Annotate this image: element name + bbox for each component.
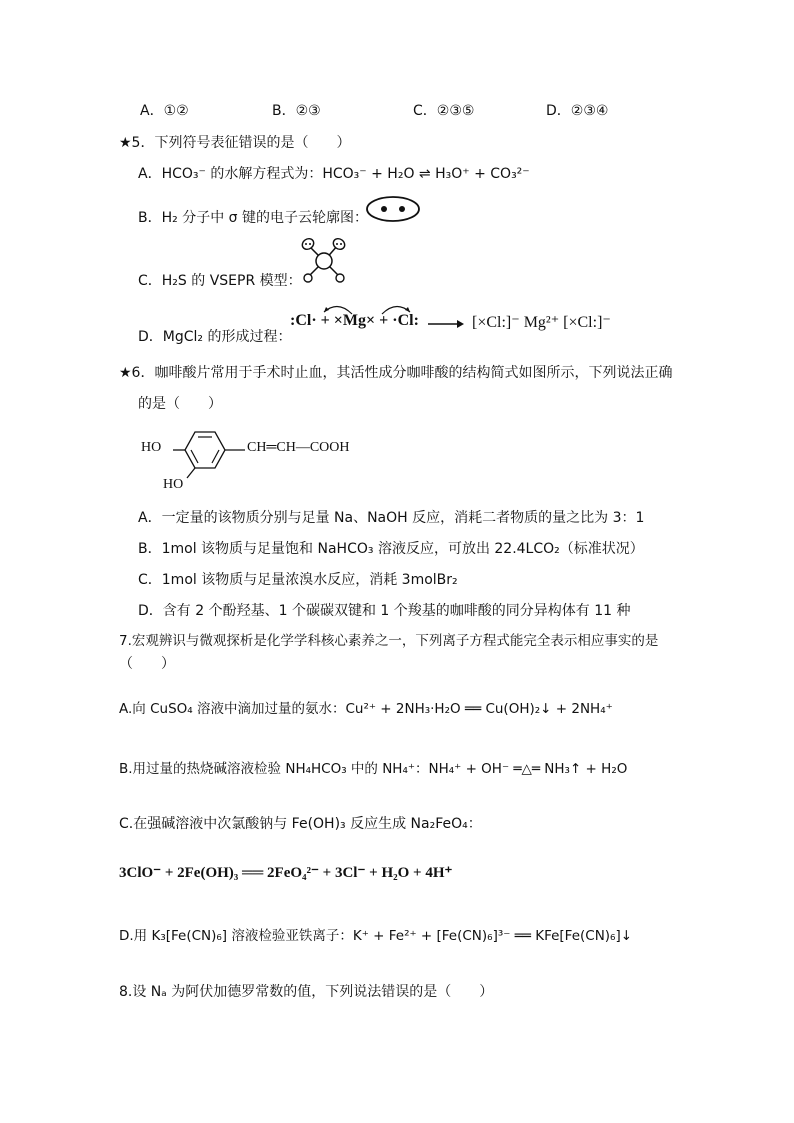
q5-option-b: B．H₂ 分子中 σ 键的电子云轮廓图：: [138, 210, 368, 226]
q5-stem: ★5．下列符号表征错误的是（ ）: [119, 135, 351, 151]
caffeic-acid-ho-1: HO: [141, 440, 162, 455]
q7-option-c: C.在强碱溶液中次氯酸钠与 Fe(OH)₃ 反应生成 Na₂FeO₄：: [119, 816, 482, 832]
q7-option-b: B.用过量的热烧碱溶液检验 NH₄HCO₃ 中的 NH₄⁺：NH₄⁺ + OH⁻ ═△═ NH₃↑ + H₂O: [119, 761, 628, 777]
q7-option-a: A.向 CuSO₄ 溶液中滴加过量的氨水：Cu²⁺ + 2NH₃·H₂O ══ Cu(OH)₂↓ + 2NH₄⁺: [119, 701, 613, 717]
electron-transfer-arrows: [312, 302, 424, 316]
q8-stem: 8.设 Nₐ 为阿伏加德罗常数的值，下列说法错误的是（ ）: [119, 984, 494, 1000]
q5-option-d: D．MgCl₂ 的形成过程：: [138, 329, 292, 345]
caffeic-acid-side-chain: CH═CH—COOH: [247, 440, 350, 455]
q7-option-d: D.用 K₃[Fe(CN)₆] 溶液检验亚铁离子：K⁺ + Fe²⁺ + [Fe(CN)₆]³⁻ ══ KFe[Fe(CN)₆]↓: [119, 928, 633, 944]
q7-stem-line1: 7.宏观辨识与微观探析是化学学科核心素养之一，下列离子方程式能完全表示相应事实的是: [119, 633, 659, 649]
reaction-arrow: [426, 318, 466, 330]
mgcl2-product: [×Cl:]⁻ Mg²⁺ [×Cl:]⁻: [472, 314, 611, 331]
q7-stem-line2: （ ）: [119, 656, 175, 672]
q4-option-d: D．②③④: [546, 103, 609, 119]
q6-option-c: C．1mol 该物质与足量浓溴水反应，消耗 3molBr₂: [138, 572, 458, 588]
q5-option-c: C．H₂S 的 VSEPR 模型：: [138, 273, 302, 289]
caffeic-acid-ho-2: HO: [163, 477, 184, 492]
q6-option-d: D．含有 2 个酚羟基、1 个碳碳双键和 1 个羧基的咖啡酸的同分异构体有 11 种: [138, 603, 631, 619]
q6-stem-line1: ★6．咖啡酸片常用于手术时止血，其活性成分咖啡酸的结构简式如图所示，下列说法正确: [119, 365, 673, 381]
vsepr-model-diagram: [296, 235, 356, 291]
q4-option-a: A．①②: [140, 103, 189, 119]
q6-stem-line2: 的是（ ）: [138, 396, 222, 412]
mgcl2-reactants: :Cl· + ×Mg× + ·Cl:: [290, 312, 419, 329]
q7-option-c-equation: 3ClO⁻ + 2Fe(OH)₃ ══ 2FeO₄²⁻ + 3Cl⁻ + H₂O + 4H⁺: [119, 865, 453, 881]
caffeic-acid-benzene-ring: [165, 428, 245, 482]
q4-option-b: B．②③: [272, 103, 321, 119]
q4-option-c: C．②③⑤: [413, 103, 475, 119]
q5-option-a: A．HCO₃⁻ 的水解方程式为：HCO₃⁻ + H₂O ⇌ H₃O⁺ + CO₃²⁻: [138, 166, 530, 182]
q6-option-b: B．1mol 该物质与足量饱和 NaHCO₃ 溶液反应，可放出 22.4LCO₂（标准状况）: [138, 541, 644, 557]
q6-option-a: A．一定量的该物质分别与足量 Na、NaOH 反应，消耗二者物质的量之比为 3：1: [138, 510, 645, 526]
sigma-bond-electron-cloud-diagram: [365, 195, 421, 223]
